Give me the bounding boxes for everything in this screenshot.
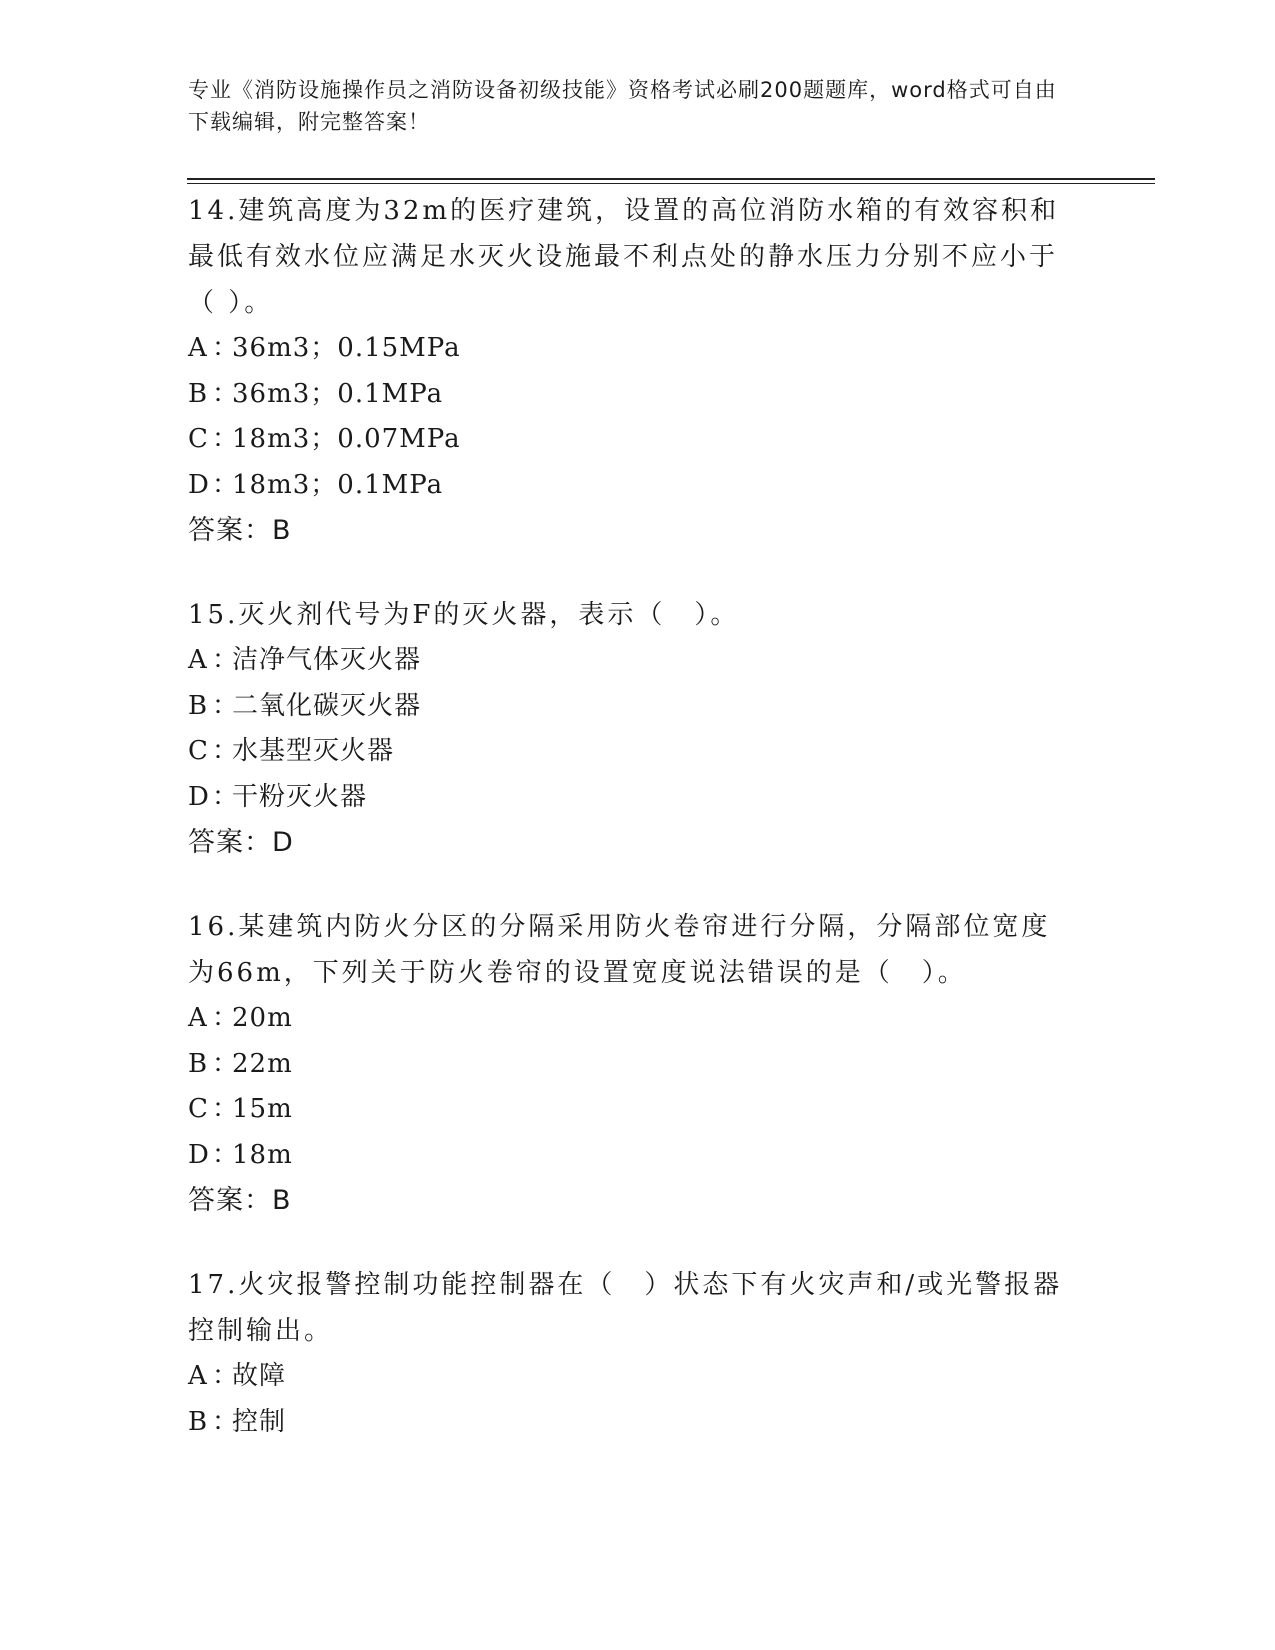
question-block xyxy=(188,592,1078,866)
option-a xyxy=(188,638,1078,684)
answer-value: B xyxy=(272,1185,292,1216)
option-d xyxy=(188,1133,1078,1179)
question-block xyxy=(188,904,1078,1224)
answer-label: 答案： xyxy=(188,827,272,858)
option-colon: ： xyxy=(212,1139,240,1170)
option-c xyxy=(188,1087,1078,1133)
option-text: 18m3；0.07MPa xyxy=(232,424,461,454)
option-list xyxy=(188,326,1078,508)
option-text: 洁净气体灭火器 xyxy=(232,645,422,675)
option-letter: A xyxy=(188,1003,208,1033)
question-block xyxy=(188,1262,1078,1445)
option-colon: ： xyxy=(212,333,240,363)
option-colon: ： xyxy=(212,469,240,500)
option-b xyxy=(188,372,1078,418)
option-text: 水基型灭火器 xyxy=(232,736,395,766)
question-stem: 17.火灾报警控制功能控制器在（ ）状态下有火灾声和/或光警报器控制输出。 xyxy=(188,1270,1063,1346)
option-b xyxy=(188,1400,1078,1446)
option-letter: C xyxy=(188,736,209,766)
option-list xyxy=(188,996,1078,1178)
option-b xyxy=(188,1042,1078,1088)
option-text: 二氧化碳灭火器 xyxy=(232,690,422,721)
document-header: 专业《消防设施操作员之消防设备初级技能》资格考试必刷200题题库，word格式可自由下载编辑，附完整答案！ xyxy=(188,78,1057,134)
option-a xyxy=(188,1354,1078,1400)
option-d xyxy=(188,463,1078,509)
option-text: 20m xyxy=(232,1003,293,1033)
answer-line xyxy=(188,820,1078,866)
question-stem: 15.灭火剂代号为F的灭火器，表示（ ）。 xyxy=(188,600,740,630)
option-letter: A xyxy=(188,1361,208,1391)
option-d xyxy=(188,775,1078,821)
option-text: 18m3；0.1MPa xyxy=(232,469,444,500)
option-letter: D xyxy=(188,1139,210,1170)
answer-line xyxy=(188,508,1078,554)
option-text: 控制 xyxy=(232,1406,287,1437)
answer-label: 答案： xyxy=(188,515,272,546)
option-colon: ： xyxy=(212,781,240,812)
option-text: 36m3；0.1MPa xyxy=(232,378,444,409)
option-colon: ： xyxy=(212,690,240,721)
option-letter: B xyxy=(188,690,209,721)
answer-line xyxy=(188,1178,1078,1224)
option-letter: C xyxy=(188,1094,209,1124)
option-text: 15m xyxy=(232,1094,293,1124)
option-colon: ： xyxy=(212,1003,240,1033)
option-letter: B xyxy=(188,1048,209,1079)
option-colon: ： xyxy=(212,645,240,675)
option-letter: B xyxy=(188,1406,209,1437)
option-colon: ： xyxy=(212,736,240,766)
option-letter: C xyxy=(188,424,209,454)
question-stem: 16.某建筑内防火分区的分隔采用防火卷帘进行分隔，分隔部位宽度为66m，下列关于防火卷帘的设置宽度说法错误的是（ ）。 xyxy=(188,912,1051,988)
option-letter: A xyxy=(188,333,208,363)
option-colon: ： xyxy=(212,1048,240,1079)
option-colon: ： xyxy=(212,378,240,409)
option-text: 22m xyxy=(232,1048,293,1079)
option-letter: B xyxy=(188,378,209,409)
answer-label: 答案： xyxy=(188,1185,272,1216)
answer-value: D xyxy=(272,827,294,858)
option-c xyxy=(188,417,1078,463)
option-text: 故障 xyxy=(232,1361,287,1391)
option-letter: D xyxy=(188,469,210,500)
option-b xyxy=(188,684,1078,730)
option-letter: A xyxy=(188,645,208,675)
answer-value: B xyxy=(272,515,292,546)
option-text: 18m xyxy=(232,1139,293,1170)
option-list xyxy=(188,638,1078,820)
option-colon: ： xyxy=(212,1361,240,1391)
option-colon: ： xyxy=(212,1406,240,1437)
option-text: 干粉灭火器 xyxy=(232,781,368,812)
option-a xyxy=(188,326,1078,372)
option-list xyxy=(188,1354,1078,1445)
option-letter: D xyxy=(188,781,210,812)
option-colon: ： xyxy=(212,1094,240,1124)
question-stem: 14.建筑高度为32m的医疗建筑，设置的高位消防水箱的有效容积和最低有效水位应满足水灭火设施最不利点处的静水压力分别不应小于（ ）。 xyxy=(188,196,1060,318)
option-text: 36m3；0.15MPa xyxy=(232,333,461,363)
header-rule-thin xyxy=(187,183,1155,184)
option-c xyxy=(188,729,1078,775)
question-block xyxy=(188,188,1078,554)
option-colon: ： xyxy=(212,424,240,454)
option-a xyxy=(188,996,1078,1042)
header-rule-thick xyxy=(187,178,1155,180)
question-list xyxy=(188,188,1078,1483)
